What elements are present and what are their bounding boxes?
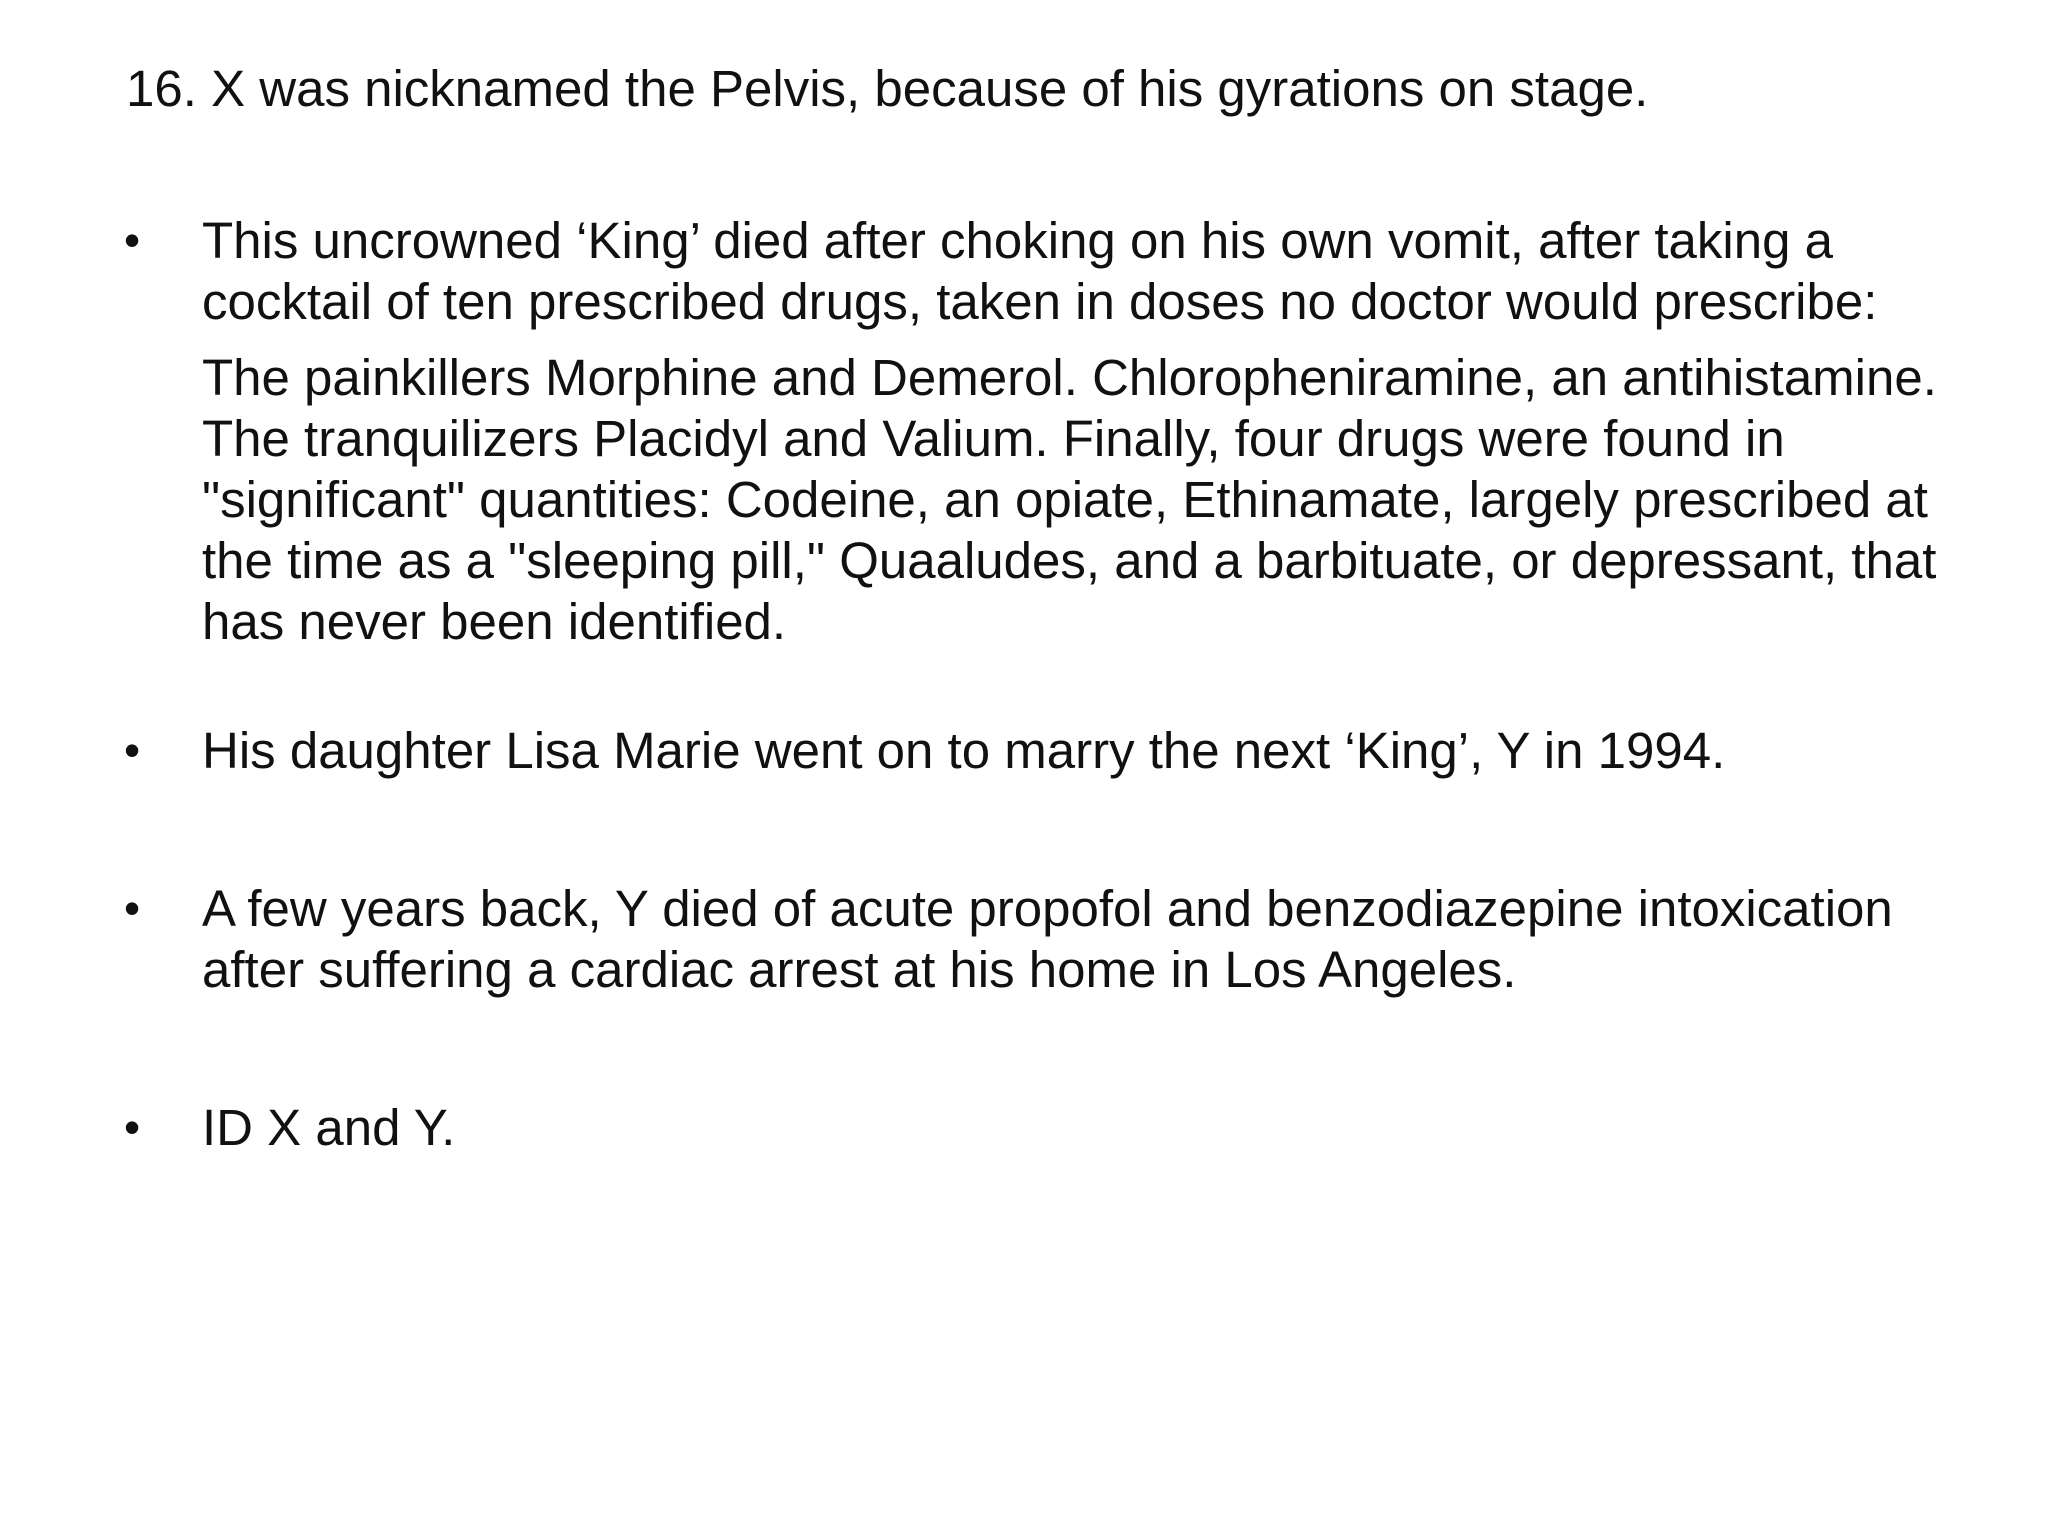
bullet-list (124, 210, 1944, 1158)
bullet-item-death (124, 878, 1944, 1000)
bullet-item-drugs (124, 210, 1944, 652)
bullet-continuation-text: The painkillers Morphine and Demerol. Chloropheniramine, an antihistamine. The tranquilizers Placidyl and Valium. Finally, four drugs were found in "significant" quantities: Codeine, an opiate, Ethinamate, largely prescribed at the time as a "sleeping pill," Quaaludes, and a barbituate, or depressant, that has never been identified. (202, 349, 1937, 650)
bullet-dot-icon: • (124, 214, 141, 266)
bullet-text: This uncrowned ‘King’ died after choking on his own vomit, after taking a cocktail of ten prescribed drugs, taken in doses no doctor would prescribe: (202, 212, 1878, 330)
bullet-item-question (124, 1097, 1944, 1158)
bullet-text: His daughter Lisa Marie went on to marry the next ‘King’, Y in 1994. (202, 722, 1726, 779)
bullet-item-daughter (124, 720, 1944, 781)
bullet-dot-icon: • (124, 724, 141, 776)
bullet-dot-icon: • (124, 1101, 141, 1153)
slide-title: 16. X was nicknamed the Pelvis, because of his gyrations on stage. (126, 60, 1649, 117)
bullet-text: A few years back, Y died of acute propofol and benzodiazepine intoxication after suffering a cardiac arrest at his home in Los Angeles. (202, 880, 1893, 998)
bullet-dot-icon: • (124, 882, 141, 934)
bullet-text: ID X and Y. (202, 1099, 456, 1156)
